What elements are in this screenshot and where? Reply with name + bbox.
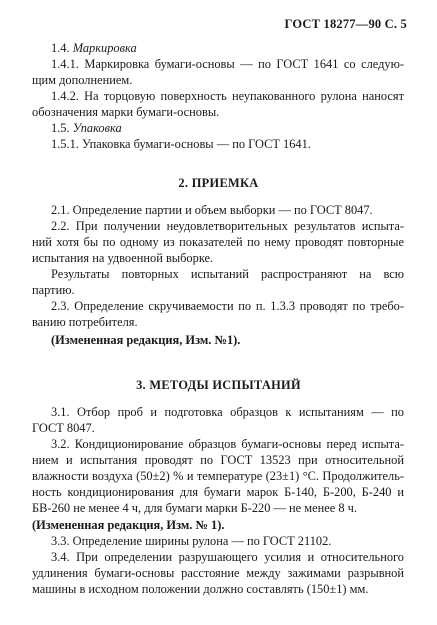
change-note-2: (Измененная редакция, Изм. №1).: [51, 333, 241, 347]
para-2-2b-line2: партию.: [32, 283, 75, 297]
para-2-2-line2: ний хотя бы по одному из показателей по нему проводят повторные: [32, 235, 404, 249]
para-1-4-2-line1: 1.4.2. На торцовую поверхность неупакованного рулона наносят: [51, 89, 404, 103]
page-header: ГОСТ 18277—90 С. 5: [284, 17, 407, 31]
para-1-4-2-line2: обозначения марки бумаги-основы.: [32, 105, 220, 119]
section-1-4-number: 1.4.: [51, 41, 70, 55]
para-3-2-line5: БВ-260 не менее 4 ч, для бумаги марки Б-220 — не менее 8 ч.: [32, 501, 357, 515]
para-3-2-line4: ность кондиционирования для бумаги марок Б-140, Б-200, Б-240 и: [32, 485, 404, 499]
section-1-4-heading: [51, 40, 404, 56]
para-2-2-line3: испытания на удвоенной выборке.: [32, 251, 214, 265]
para-2-3-line2: ванию потребителя.: [32, 315, 138, 329]
para-3-4-line2: удлинения бумаги-основы расстояние между зажимами разрывной: [32, 566, 404, 580]
para-3-1-line2: ГОСТ 8047.: [32, 421, 95, 435]
para-3-2-line1: 3.2. Кондиционирование образцов бумаги-основы перед испыта-: [51, 437, 404, 451]
para-3-2-line3: влажности воздуха (50±2) % и температуре (23±1) °С. Продолжитель-: [32, 469, 404, 483]
para-3-4-line1: 3.4. При определении разрушающего усилия и относительного: [51, 550, 404, 564]
section-1-5-title: Упаковка: [72, 121, 122, 135]
para-1-4-1-line1: 1.4.1. Маркировка бумаги-основы — по ГОСТ 1641 со следую-: [51, 57, 404, 71]
section-1-5-heading: [51, 120, 404, 136]
para-2-3-line1: 2.3. Определение скручиваемости по п. 1.3.3 проводят по требо-: [51, 299, 404, 313]
section-3-title: 3. МЕТОДЫ ИСПЫТАНИЙ: [136, 378, 301, 392]
para-3-4-line3: машины в исходном положении должно составлять (150±1) мм.: [32, 582, 369, 596]
para-1-5-1: 1.5.1. Упаковка бумаги-основы — по ГОСТ 1641.: [51, 137, 311, 151]
para-2-1: 2.1. Определение партии и объем выборки — по ГОСТ 8047.: [51, 203, 373, 217]
section-1-5-number: 1.5.: [51, 121, 70, 135]
para-3-2-line2: нием и испытания проводят по ГОСТ 13523 при относительной: [32, 453, 404, 467]
para-2-2b-line1: Результаты повторных испытаний распространяют на всю: [51, 267, 404, 281]
change-note-3: (Измененная редакция, Изм. № 1).: [32, 518, 225, 532]
section-2-title: 2. ПРИЕМКА: [178, 176, 259, 190]
para-3-3: 3.3. Определение ширины рулона — по ГОСТ 21102.: [51, 534, 332, 548]
section-1-4-title: Маркировка: [72, 41, 137, 55]
para-2-2-line1: 2.2. При получении неудовлетворительных результатов испыта-: [51, 219, 404, 233]
para-3-1-line1: 3.1. Отбор проб и подготовка образцов к испытаниям — по: [51, 405, 404, 419]
para-1-4-1-line2: щим дополнением.: [32, 73, 133, 87]
